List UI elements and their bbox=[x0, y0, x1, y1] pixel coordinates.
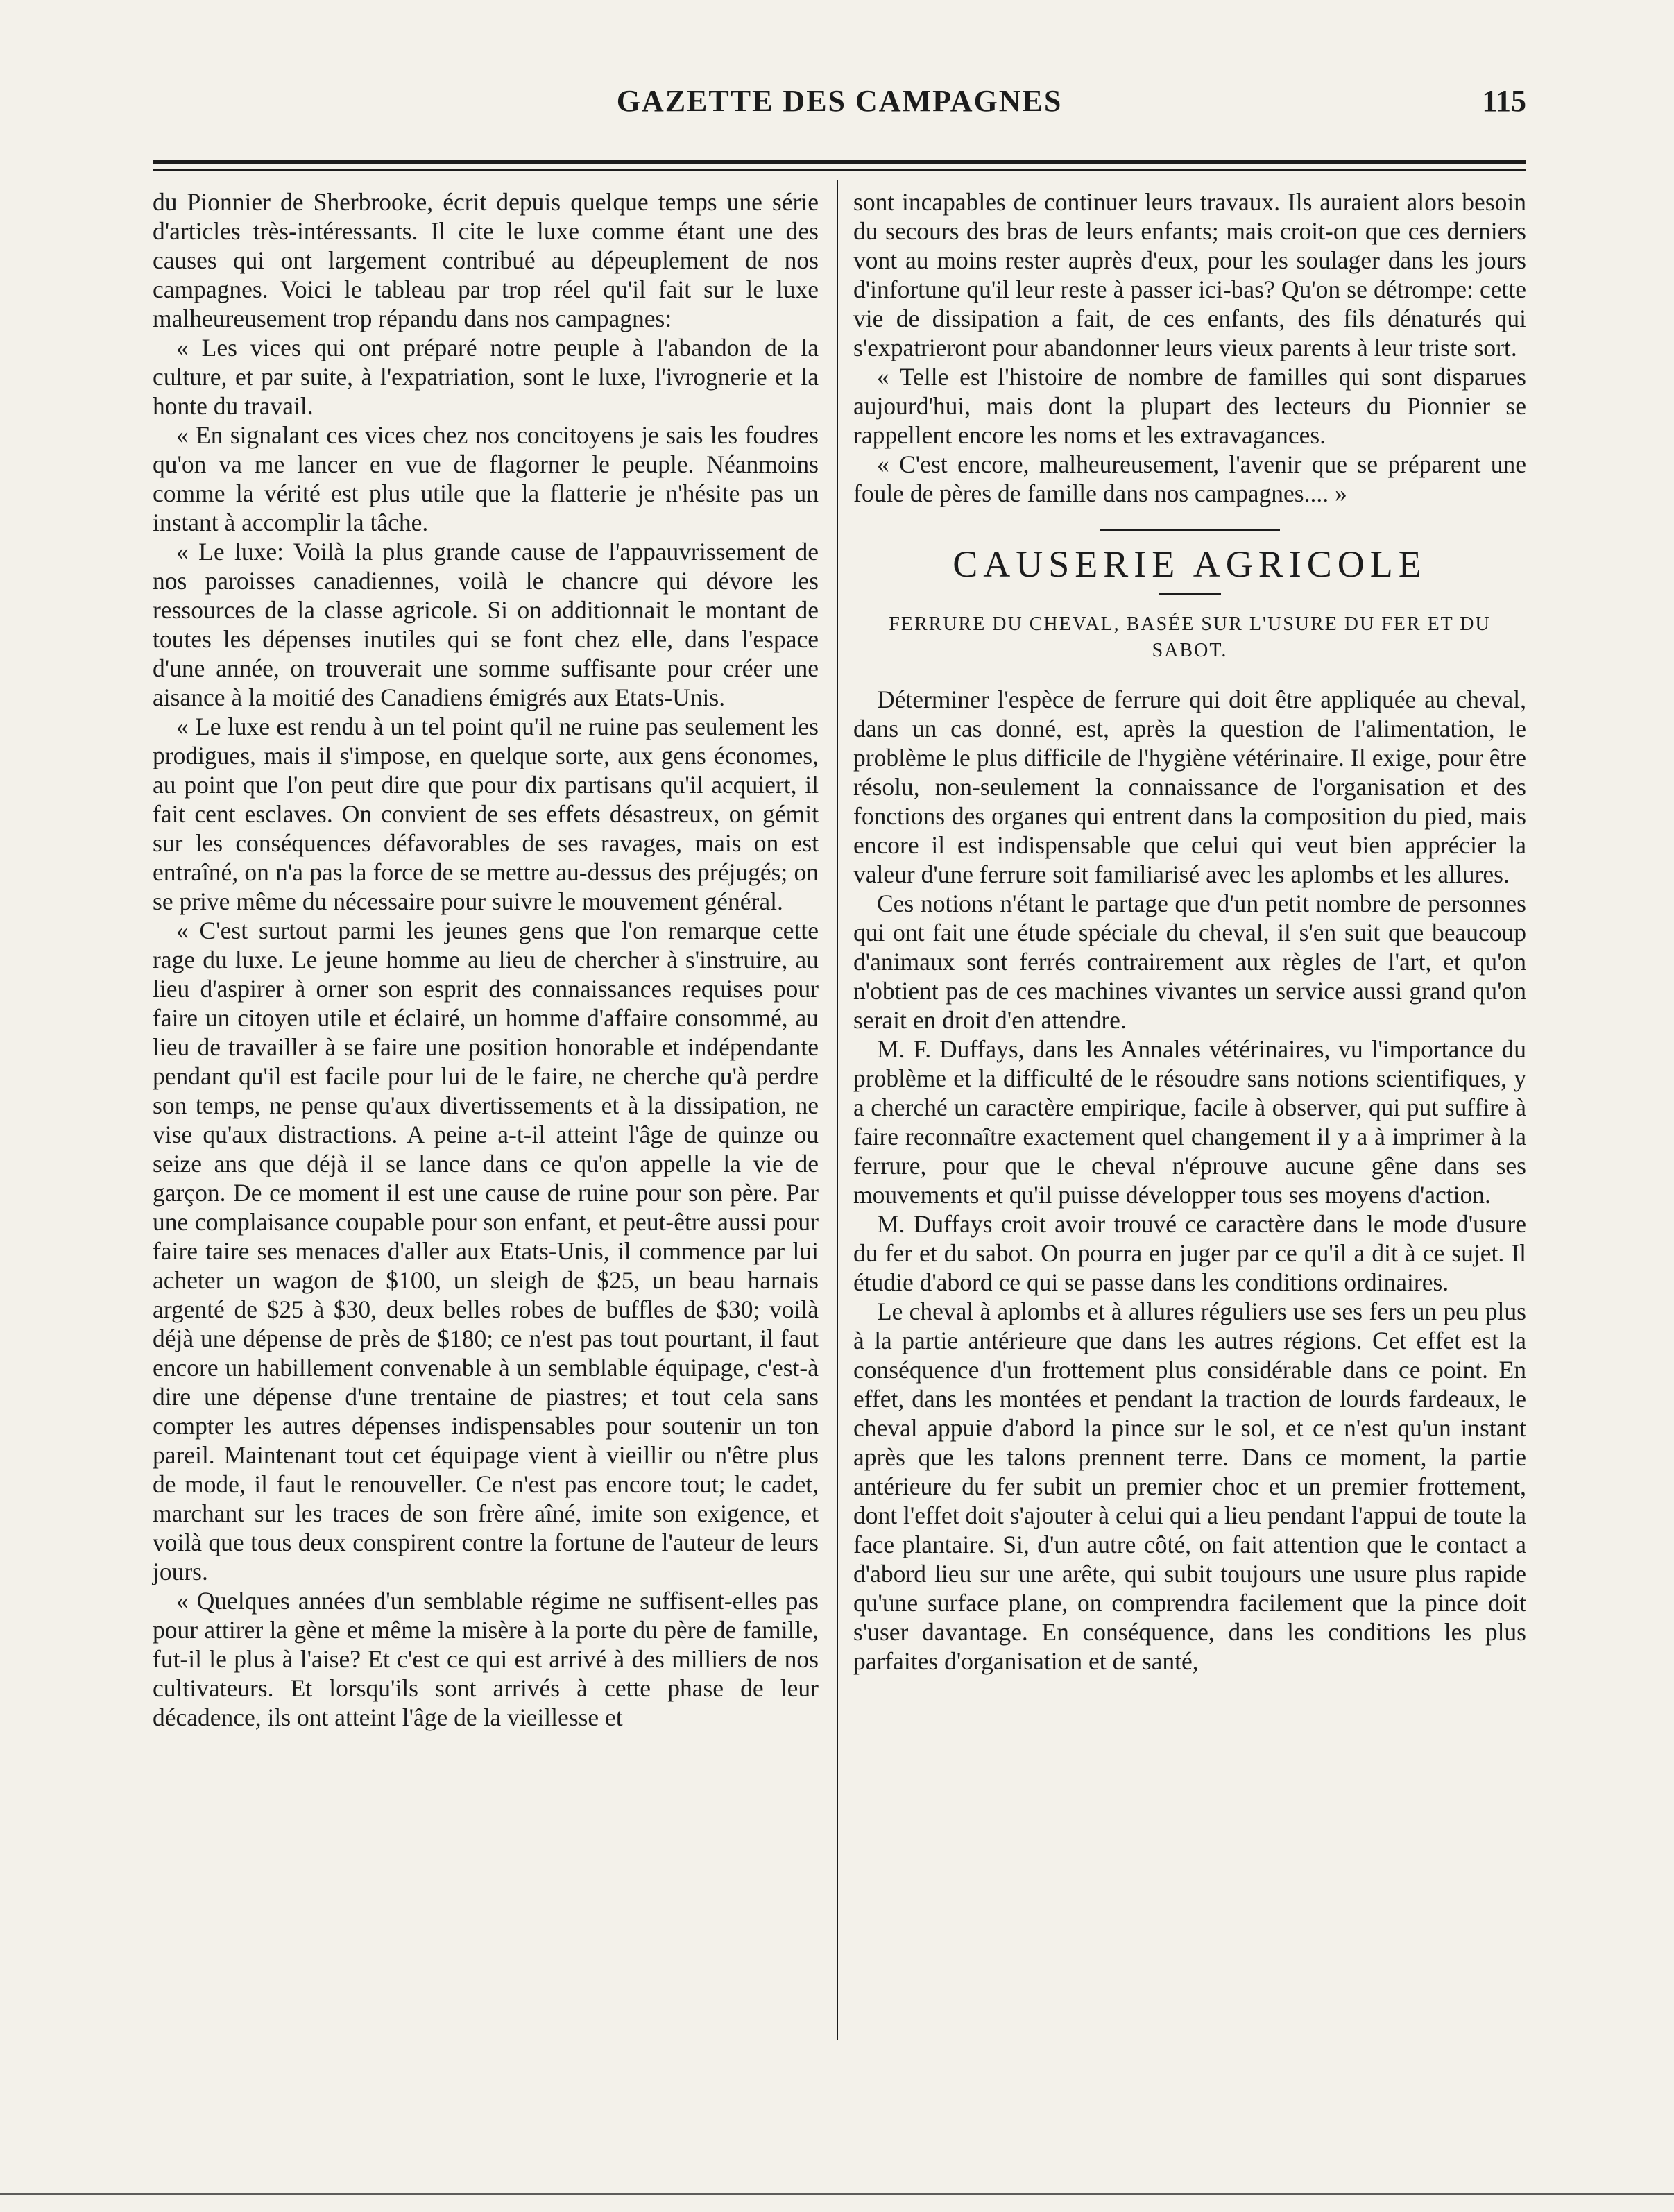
right-column bbox=[853, 187, 1526, 1676]
paragraph: Déterminer l'espèce de ferrure qui doit être appliquée au cheval, dans un cas donné, est, après la question de l'alimentation, le problème le plus difficile de l'hygiène vétérinaire. Il exige, pour être résolu, non-seulement la connaissance de l'organisation et des fonctions des organes qui entrent dans la composition du pied, mais encore il est indispensable que celui qui veut bien apprécier la valeur d'une ferrure soit familiarisé avec les aplombs et les allures. bbox=[853, 686, 1526, 888]
section-title: CAUSERIE AGRICOLE bbox=[953, 543, 1427, 585]
page-number: 115 bbox=[1482, 84, 1526, 118]
header-rule-thin bbox=[153, 169, 1526, 171]
section-separator bbox=[1100, 529, 1280, 531]
paragraph: « C'est encore, malheureusement, l'avenir que se préparent une foule de pères de famille dans nos campagnes.... » bbox=[853, 450, 1526, 507]
paragraph: « En signalant ces vices chez nos concitoyens je sais les foudres qu'on va me lancer en vue de flagorner le peuple. Néanmoins comme la vérité est plus utile que la flatterie je n'hésite pas un instant à accomplir la tâche. bbox=[153, 421, 819, 536]
paragraph: « Le luxe est rendu à un tel point qu'il ne ruine pas seulement les prodigues, mais il s'impose, en quelque sorte, aux gens économes, au point que l'on peut dire que pour dix partisans qu'il acquiert, il fait cent esclaves. On convient de ses effets désastreux, on gémit sur les conséquences défavorables de ses ravages, mais on est entraîné, on n'a pas la force de se mettre au-dessus des préjugés; on se prive même du nécessaire pour suivre le mouvement général. bbox=[153, 713, 819, 915]
paragraph: M. F. Duffays, dans les Annales vétérinaires, vu l'importance du problème et la difficulté de le résoudre sans notions scientifiques, y a cherché un caractère empirique, facile à observer, qui put suffire à faire reconnaître exactement quel changement il y a à imprimer à la ferrure, pour que le cheval n'éprouve aucune gêne dans ses mouvements et qu'il puisse développer tous ses moyens d'action. bbox=[853, 1035, 1526, 1209]
paragraph: « Quelques années d'un semblable régime ne suffisent-elles pas pour attirer la gène et même la misère à la porte du père de famille, fut-il le plus à l'aise? Et c'est ce qui est arrivé à des milliers de nos cultivateurs. Et lorsqu'ils sont arrivés à cette phase de leur décadence, ils ont atteint l'âge de la vieillesse et bbox=[153, 1587, 819, 1731]
paragraph: Le cheval à aplombs et à allures réguliers use ses fers un peu plus à la partie antérieure que dans les autres régions. Cet effet est la conséquence d'un frottement plus considérable dans ce point. En effet, dans les montées et pendant la traction de lourds fardeaux, le cheval appuie d'abord la pince sur le sol, et ce n'est qu'un instant après que les talons prennent terre. Dans ce moment, la partie antérieure du fer subit un premier choc et un premier frottement, dont l'effet doit s'ajouter à celui qui a lieu pendant l'appui de toute la face plantaire. Si, d'un autre côté, on fait attention que le contact a d'abord lieu sur une arête, qui subit toujours une usure plus rapide qu'une surface plane, on comprendra facilement que la pince doit s'user davantage. En conséquence, dans les conditions les plus parfaites d'organisation et de santé, bbox=[853, 1298, 1526, 1675]
left-column bbox=[153, 187, 819, 1732]
running-header bbox=[153, 83, 1526, 139]
paragraph: Ces notions n'étant le partage que d'un petit nombre de personnes qui ont fait une étude spéciale du cheval, il s'en suit que beaucoup d'animaux sont ferrés contrairement aux règles de l'art, et qu'on n'obtient pas de ces machines vivantes un service aussi grand qu'on serait en droit d'en attendre. bbox=[853, 890, 1526, 1034]
bottom-edge-rule bbox=[0, 2193, 1674, 2195]
header-rule-thick bbox=[153, 160, 1526, 164]
column-divider bbox=[837, 180, 838, 2040]
paragraph: « C'est surtout parmi les jeunes gens que l'on remarque cette rage du luxe. Le jeune homme au lieu de chercher à s'instruire, au lieu d'aspirer à orner son esprit des connaissances requises pour faire un citoyen utile et éclairé, un homme d'affaire consommé, au lieu de travailler à se faire une position honorable et indépendante pendant qu'il est facile pour lui de le faire, ne cherche qu'à perdre son temps, ne pense qu'aux divertissements et à la dissipation, ne vise qu'aux distractions. A peine a-t-il atteint l'âge de quinze ou seize ans que déjà il se lance dans ce qu'on appelle la vie de garçon. De ce moment il est une cause de ruine pour son père. Par une complaisance coupable pour son enfant, et peut-être aussi pour faire taire ses menaces d'aller aux Etats-Unis, il commence par lui acheter un wagon de $100, un sleigh de $25, un beau harnais argenté de $25 à $30, deux belles robes de buffles de $30; voilà déjà une dépense de près de $180; ce n'est pas tout pourtant, il faut encore un habillement convenable à un semblable équipage, c'est-à dire une dépense d'une trentaine de piastres; et tout cela sans compter les autres dépenses indispensables pour soutenir un ton pareil. Maintenant tout cet équipage vient à vieillir ou n'être plus de mode, il faut le renouveller. Ce n'est pas encore tout; le cadet, marchant sur les traces de son frère aîné, imite son exigence, et voilà que tous deux conspirent contre la fortune de l'auteur de leurs jours. bbox=[153, 917, 819, 1585]
paragraph: « Telle est l'histoire de nombre de familles qui sont disparues aujourd'hui, mais dont la plupart des lecteurs du Pionnier se rappellent encore les noms et les extravagances. bbox=[853, 363, 1526, 449]
paragraph: M. Duffays croit avoir trouvé ce caractère dans le mode d'usure du fer et du sabot. On pourra en juger par ce qu'il a dit à ce sujet. Il étudie d'abord ce qui se passe dans les conditions ordinaires. bbox=[853, 1210, 1526, 1296]
paragraph: « Le luxe: Voilà la plus grande cause de l'appauvrissement de nos paroisses canadiennes, voilà le chancre qui dévore les ressources de la classe agricole. Si on additionnait le montant de toutes les dépenses inutiles qui se font chez elle, dans l'espace d'une année, on trouverait une somme suffisante pour créer une aisance à la moitié des Canadiens émigrés aux Etats-Unis. bbox=[153, 538, 819, 711]
title-underline bbox=[1159, 593, 1221, 595]
paragraph: « Les vices qui ont préparé notre peuple à l'abandon de la culture, et par suite, à l'expatriation, sont le luxe, l'ivrognerie et la honte du travail. bbox=[153, 334, 819, 420]
section-subtitle: FERRURE DU CHEVAL, BASÉE SUR L'USURE DU FER ET DU SABOT. bbox=[889, 613, 1491, 661]
paragraph: du Pionnier de Sherbrooke, écrit depuis quelque temps une série d'articles très-intéressants. Il cite le luxe comme étant une des causes qui ont largement contribué au dépeuplement de nos campagnes. Voici le tableau par trop réel qu'il fait sur le luxe malheureusement trop répandu dans nos campagnes: bbox=[153, 188, 819, 332]
paragraph: sont incapables de continuer leurs travaux. Ils auraient alors besoin du secours des bras de leurs enfants; mais croit-on que ces derniers vont au moins rester auprès d'eux, pour les soulager dans les jours d'infortune qu'il leur reste à passer ici-bas? Qu'on se détrompe: cette vie de dissipation a fait, de ces enfants, des fils dénaturés qui s'expatrieront pour abandonner leurs vieux parents à leur triste sort. bbox=[853, 188, 1526, 361]
publication-title: GAZETTE DES CAMPAGNES bbox=[616, 84, 1063, 118]
